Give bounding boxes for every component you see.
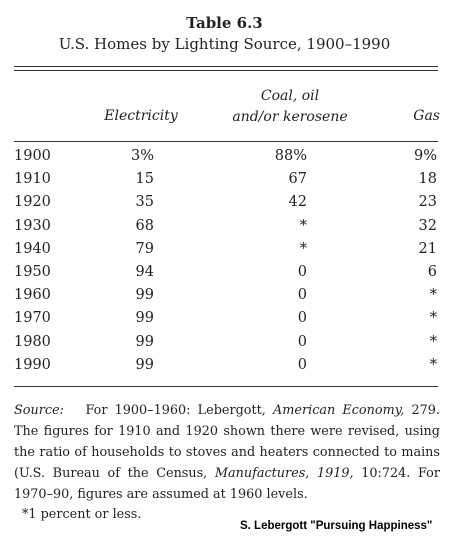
gas-cell: * — [429, 333, 437, 350]
year-cell: 1930 — [14, 217, 51, 234]
gas-cell: 23 — [418, 194, 437, 211]
year-cell: 1900 — [14, 148, 51, 164]
electricity-cell: 15 — [135, 171, 154, 188]
year-cell: 1960 — [14, 287, 51, 304]
electricity-cell: 3% — [130, 148, 154, 164]
footnote: *1 percent or less. — [22, 507, 142, 522]
table-row — [0, 262, 449, 285]
gas-cell: * — [429, 310, 437, 327]
source-census-title: Manufactures, 1919, — [214, 466, 354, 481]
coal-cell: 0 — [297, 310, 307, 327]
table-row — [0, 169, 449, 192]
electricity-cell: 99 — [135, 333, 154, 350]
coal-cell: 0 — [297, 356, 307, 373]
header-coal-line1: Coal, oil — [260, 88, 320, 104]
table-body — [0, 146, 449, 378]
header-gas: Gas — [413, 108, 440, 124]
coal-cell: * — [299, 240, 307, 257]
table-row — [0, 308, 449, 331]
source-note — [14, 400, 440, 505]
coal-cell: * — [299, 217, 307, 234]
table-row — [0, 192, 449, 215]
table-row — [0, 216, 449, 239]
source-text-3: 10:724. For 1970–90, figures are assumed at 1960 levels. — [14, 466, 440, 502]
coal-cell: 42 — [288, 194, 307, 211]
header-rule — [14, 141, 438, 142]
top-rule — [14, 66, 438, 71]
gas-cell: 32 — [418, 217, 437, 234]
gas-cell: 21 — [418, 240, 437, 257]
gas-cell: 6 — [427, 263, 437, 280]
gas-cell: 9% — [413, 148, 437, 164]
electricity-cell: 68 — [135, 217, 154, 234]
electricity-cell: 99 — [135, 310, 154, 327]
gas-cell: * — [429, 287, 437, 304]
header-electricity: Electricity — [104, 108, 178, 124]
source-book-title: American Economy, — [273, 403, 405, 418]
header-coal-oil-kerosene — [228, 86, 352, 128]
table-number: Table 6.3 — [186, 14, 263, 32]
source-text-2: 279. The figures for 1910 and 1920 shown there were revised, using the ratio of households to stoves and heaters connected to mains (U.S. Bureau of the Census, — [14, 403, 440, 481]
source-text-1: For 1900–1960: Lebergott, — [85, 403, 274, 418]
table-title: U.S. Homes by Lighting Source, 1900–1990 — [58, 35, 391, 53]
year-cell: 1940 — [14, 240, 51, 257]
bottom-rule — [14, 386, 438, 387]
header-coal-line2: and/or kerosene — [232, 109, 348, 125]
electricity-cell: 94 — [135, 263, 154, 280]
table-row — [0, 285, 449, 308]
coal-cell: 67 — [288, 171, 307, 188]
table-row — [0, 355, 449, 378]
image-credit: S. Lebergott "Pursuing Happiness" — [240, 520, 433, 532]
year-cell: 1920 — [14, 194, 51, 211]
gas-cell: 18 — [418, 171, 437, 188]
year-cell: 1980 — [14, 333, 51, 350]
table-row — [0, 146, 449, 169]
table-row — [0, 239, 449, 262]
coal-cell: 0 — [297, 263, 307, 280]
coal-cell: 88% — [274, 148, 307, 164]
electricity-cell: 99 — [135, 287, 154, 304]
table-row — [0, 332, 449, 355]
coal-cell: 0 — [297, 333, 307, 350]
year-cell: 1950 — [14, 263, 51, 280]
year-cell: 1910 — [14, 171, 51, 188]
electricity-cell: 35 — [135, 194, 154, 211]
year-cell: 1970 — [14, 310, 51, 327]
gas-cell: * — [429, 356, 437, 373]
electricity-cell: 79 — [135, 240, 154, 257]
year-cell: 1990 — [14, 356, 51, 373]
electricity-cell: 99 — [135, 356, 154, 373]
source-label: Source: — [14, 403, 64, 418]
coal-cell: 0 — [297, 287, 307, 304]
